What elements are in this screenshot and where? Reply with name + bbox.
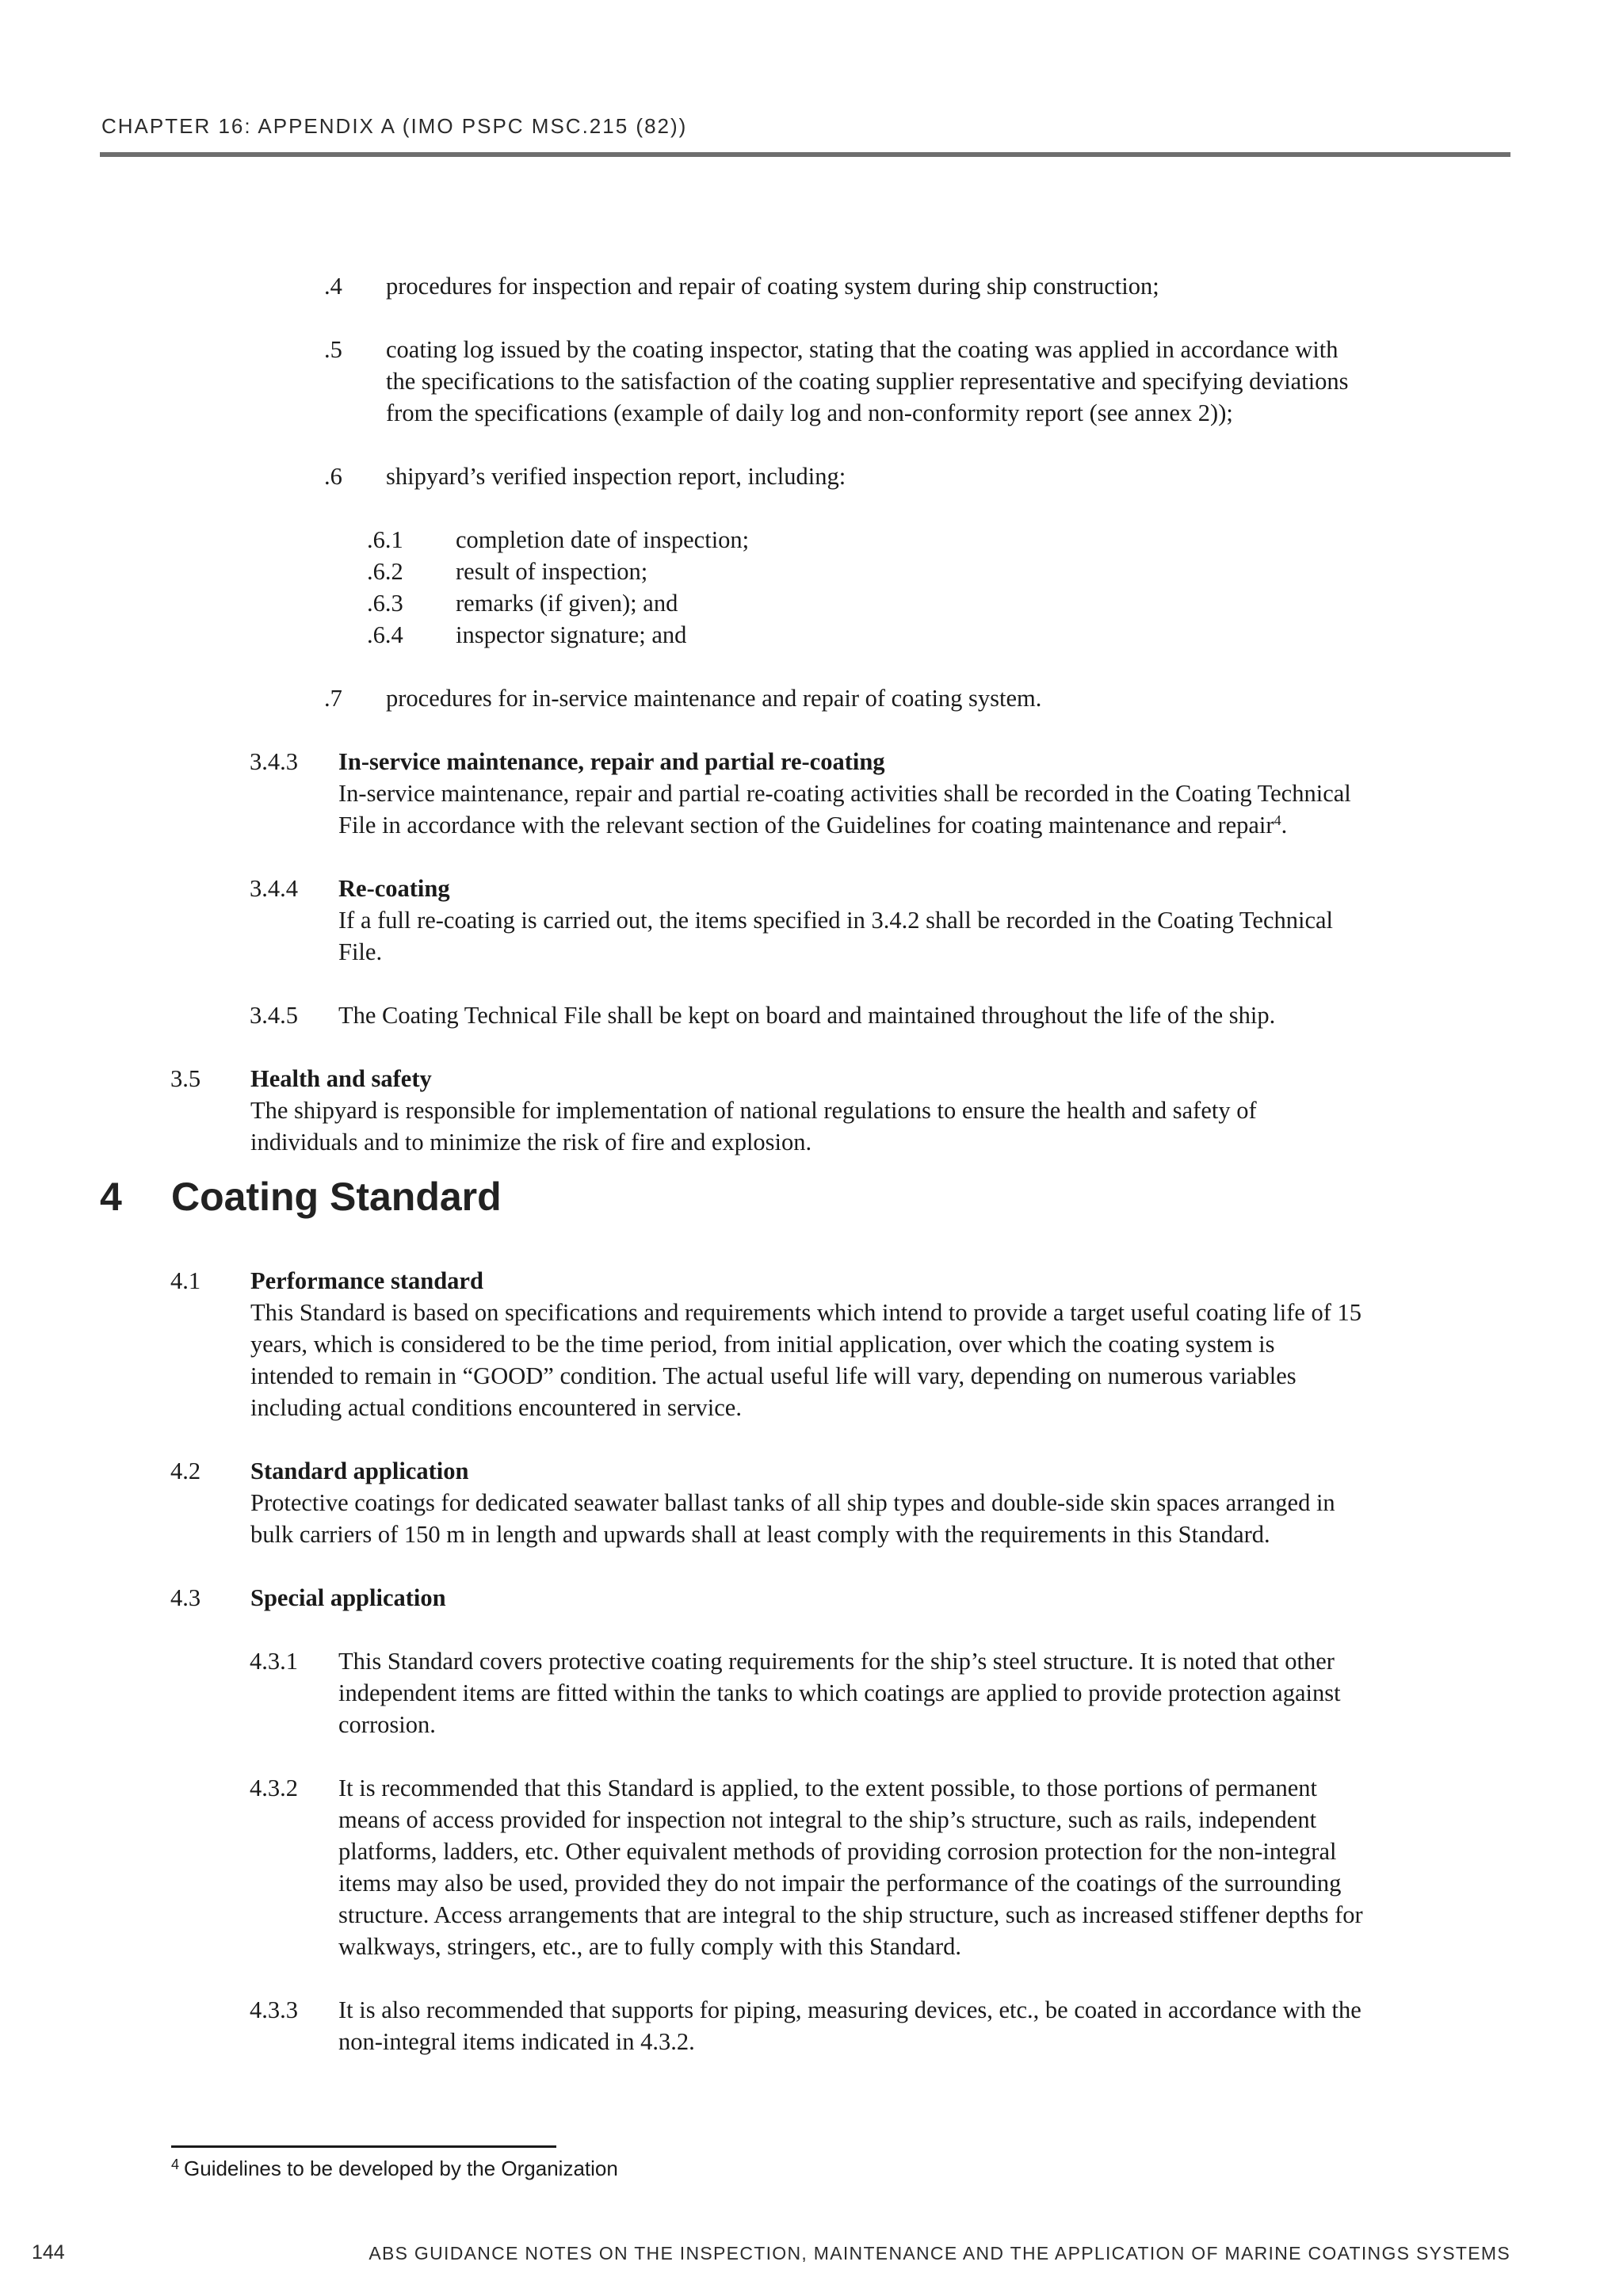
item-text: shipyard’s verified inspection report, including: — [386, 463, 846, 490]
item-text: procedures for in-service maintenance and repair of coating system. — [386, 685, 1042, 712]
text-line: corrosion. — [338, 1711, 436, 1738]
section-number: 3.4.4 — [250, 875, 298, 902]
section-4-3-1 — [338, 1645, 1341, 1740]
section-3-5 — [250, 1063, 1257, 1158]
text-line: from the specifications (example of daily log and non-conformity report (see annex 2)); — [386, 399, 1233, 426]
running-header: CHAPTER 16: APPENDIX A (IMO PSPC MSC.215 (82)) — [101, 114, 688, 138]
text-line: items may also be used, provided they do not impair the performance of the coatings of the surrounding — [338, 1870, 1342, 1897]
item-number: .4 — [324, 273, 342, 300]
section-4-1 — [250, 1265, 1361, 1423]
subitem-number: .6.2 — [367, 558, 403, 585]
text-line: coating log issued by the coating inspector, stating that the coating was applied in accordance with — [386, 336, 1338, 363]
section-number: 4.3 — [170, 1584, 201, 1611]
section-number: 4.3.3 — [250, 1996, 298, 2023]
text-line: File. — [338, 938, 383, 965]
text-line: non-integral items indicated in 4.3.2. — [338, 2028, 695, 2055]
section-number: 3.5 — [170, 1065, 201, 1092]
text-span: File in accordance with the relevant section of the Guidelines for coating maintenance and repair — [338, 812, 1274, 839]
text-line: the specifications to the satisfaction of the coating supplier representative and specifying deviations — [386, 368, 1349, 395]
text-line: This Standard covers protective coating requirements for the ship’s steel structure. It is noted that other — [338, 1648, 1335, 1675]
footnote-reference: 4 — [1274, 812, 1281, 828]
section-heading: Health and safety — [250, 1065, 432, 1092]
section-number: 4.3.1 — [250, 1648, 298, 1675]
header-rule — [100, 152, 1510, 157]
subitem-number: .6.4 — [367, 621, 403, 648]
section-number: 4.2 — [170, 1457, 201, 1484]
footnote-number: 4 — [171, 2157, 180, 2172]
item-paragraph — [386, 334, 1349, 429]
item-number: .5 — [324, 336, 342, 363]
section-heading: Standard application — [250, 1457, 469, 1484]
section-3-4-4 — [338, 873, 1333, 968]
section-4-2 — [250, 1455, 1335, 1550]
text-line: If a full re-coating is carried out, the items specified in 3.4.2 shall be recorded in the Coating Technical — [338, 907, 1333, 934]
text-line: intended to remain in “GOOD” condition. The actual useful life will vary, depending on numerous variables — [250, 1362, 1296, 1389]
text-line: bulk carriers of 150 m in length and upwards shall at least comply with the requirements in this Standard. — [250, 1521, 1270, 1548]
item-number: .6 — [324, 463, 342, 490]
text-line: means of access provided for inspection not integral to the ship’s structure, such as rails, independent — [338, 1806, 1317, 1833]
text-line: structure. Access arrangements that are integral to the ship structure, such as increased stiffener depths for — [338, 1901, 1363, 1928]
text-line: platforms, ladders, etc. Other equivalent methods of providing corrosion protection for the non-integral — [338, 1838, 1337, 1865]
text-line: This Standard is based on specifications and requirements which intend to provide a target useful coating life of 15 — [250, 1299, 1362, 1326]
text-line: In-service maintenance, repair and partial re-coating activities shall be recorded in the Coating Technical — [338, 780, 1351, 807]
text-line: walkways, stringers, etc., are to fully comply with this Standard. — [338, 1933, 962, 1960]
section-4-3-2 — [338, 1772, 1363, 1962]
text-line: years, which is considered to be the time period, from initial application, over which the coating system is — [250, 1331, 1275, 1358]
text-line: The shipyard is responsible for implementation of national regulations to ensure the health and safety of — [250, 1097, 1257, 1124]
running-footer: ABS GUIDANCE NOTES ON THE INSPECTION, MAINTENANCE AND THE APPLICATION OF MARINE COATINGS SYSTEMS — [369, 2243, 1510, 2264]
footnote-text: Guidelines to be developed by the Organization — [184, 2157, 618, 2180]
chapter-title: Coating Standard — [171, 1175, 502, 1219]
footnote — [171, 2157, 618, 2181]
text-span: . — [1281, 812, 1288, 839]
text-line: It is also recommended that supports for piping, measuring devices, etc., be coated in accordance with the — [338, 1996, 1361, 2023]
text-line: individuals and to minimize the risk of fire and explosion. — [250, 1129, 812, 1156]
subitem-text: result of inspection; — [456, 558, 648, 585]
item-number: .7 — [324, 685, 342, 712]
footnote-rule — [171, 2145, 556, 2148]
section-heading: Performance standard — [250, 1267, 483, 1294]
subitem-text: completion date of inspection; — [456, 526, 750, 553]
section-number: 4.1 — [170, 1267, 201, 1294]
section-number: 4.3.2 — [250, 1775, 298, 1801]
section-text: The Coating Technical File shall be kept on board and maintained throughout the life of the ship. — [338, 1002, 1276, 1029]
subitem-text: inspector signature; and — [456, 621, 687, 648]
section-heading: Re-coating — [338, 875, 450, 902]
text-line: including actual conditions encountered in service. — [250, 1394, 742, 1421]
page-number: 144 — [32, 2241, 65, 2264]
chapter-number: 4 — [100, 1175, 122, 1219]
section-heading: In-service maintenance, repair and partial re-coating — [338, 748, 885, 775]
subitem-text: remarks (if given); and — [456, 590, 678, 617]
section-4-3-3 — [338, 1994, 1361, 2057]
item-text: procedures for inspection and repair of coating system during ship construction; — [386, 273, 1159, 300]
section-number: 3.4.5 — [250, 1002, 298, 1029]
text-line — [338, 809, 1351, 841]
section-heading: Special application — [250, 1584, 446, 1611]
section-3-4-3 — [338, 746, 1351, 841]
text-line: It is recommended that this Standard is applied, to the extent possible, to those portions of permanent — [338, 1775, 1317, 1801]
section-number: 3.4.3 — [250, 748, 298, 775]
text-line: Protective coatings for dedicated seawater ballast tanks of all ship types and double-side skin spaces arranged in — [250, 1489, 1335, 1516]
text-line: independent items are fitted within the tanks to which coatings are applied to provide protection against — [338, 1679, 1341, 1706]
subitem-number: .6.3 — [367, 590, 403, 617]
subitem-number: .6.1 — [367, 526, 403, 553]
